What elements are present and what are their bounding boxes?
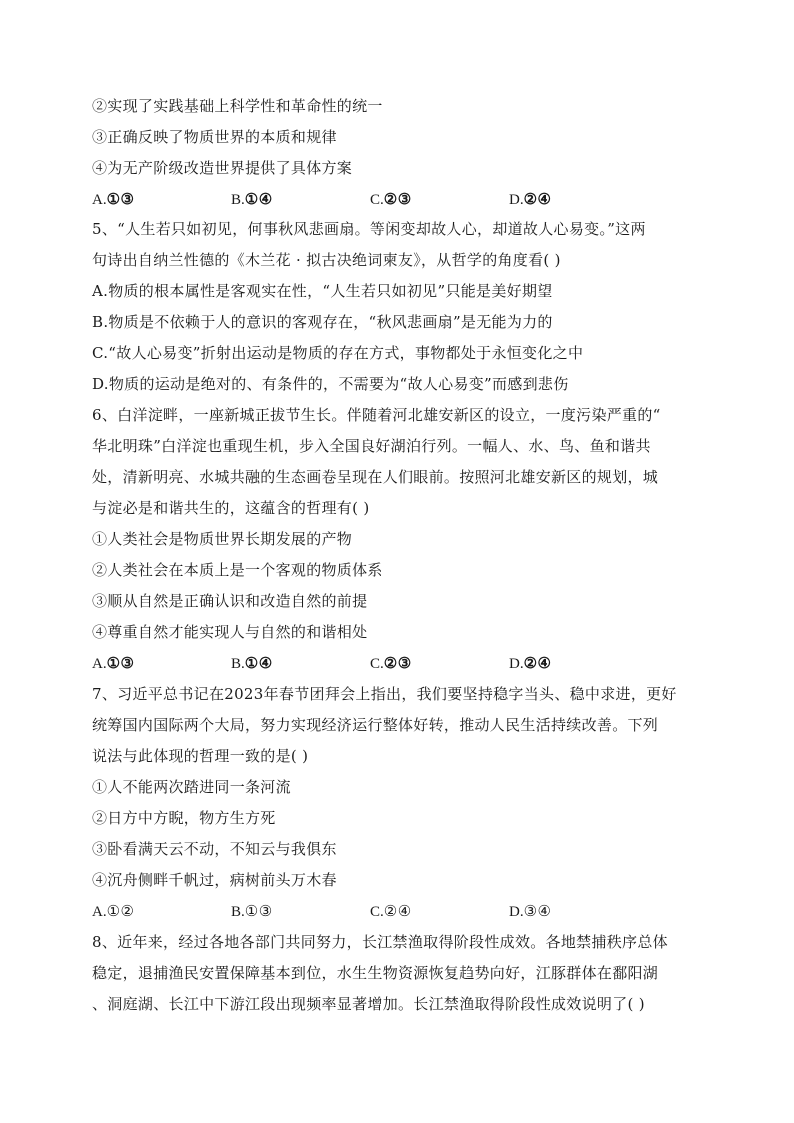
q6-option-d: D.②④	[509, 654, 552, 672]
q4-statement-2: ②实现了实践基础上科学性和革命性的统一	[92, 97, 383, 115]
q6-statement-1: ①人类社会是物质世界长期发展的产物	[92, 530, 353, 548]
q7-statement-1: ①人不能两次踏进同一条河流	[92, 778, 291, 796]
q7-option-d: D.③④	[509, 902, 552, 920]
q6-stem-line-1: 6、白洋淀畔，一座新城正拔节生长。伴随着河北雄安新区的设立，一度污染严重的“	[92, 406, 661, 424]
q4-option-b: B.①④	[231, 190, 273, 208]
q6-stem-line-4: 与淀必是和谐共生的，这蕴含的哲理有( )	[92, 499, 370, 517]
q8-stem-line-3: 、洞庭湖、长江中下游江段出现频率显著增加。长江禁渔取得阶段性成效说明了( )	[92, 995, 645, 1013]
q5-choice-a: A.物质的根本属性是客观实在性，“人生若只如初见”只能是美好期望	[92, 282, 553, 300]
q4-option-a: A.①③	[92, 190, 135, 208]
q4-options	[92, 189, 712, 209]
q6-statement-3: ③顺从自然是正确认识和改造自然的前提	[92, 592, 368, 610]
q6-stem-line-3: 处，清新明亮、水城共融的生态画卷呈现在人们眼前。按照河北雄安新区的规划，城	[92, 468, 659, 486]
q7-statement-2: ②日方中方睨，物方生方死	[92, 809, 276, 827]
q7-stem-line-2: 统筹国内国际两个大局，努力实现经济运行整体好转，推动人民生活持续改善。下列	[92, 716, 659, 734]
q4-option-d: D.②④	[509, 190, 552, 208]
q7-stem-line-1: 7、习近平总书记在2023年春节团拜会上指出，我们要坚持稳字当头、稳中求进，更好	[92, 685, 677, 703]
q7-statement-3: ③卧看满天云不动，不知云与我俱东	[92, 840, 337, 858]
q5-choice-c: C.“故人心易变”折射出运动是物质的存在方式，事物都处于永恒变化之中	[92, 344, 584, 362]
q8-stem-line-1: 8、近年来，经过各地各部门共同努力，长江禁渔取得阶段性成效。各地禁捕秩序总体	[92, 933, 668, 951]
q6-statement-4: ④尊重自然才能实现人与自然的和谐相处	[92, 623, 368, 641]
q7-stem-line-3: 说法与此体现的哲理一致的是( )	[92, 747, 309, 765]
q5-choice-b: B.物质是不依赖于人的意识的客观存在，“秋风悲画扇”是无能为力的	[92, 313, 553, 331]
q8-stem-line-2: 稳定，退捕渔民安置保障基本到位，水生生物资源恢复趋势向好，江豚群体在鄱阳湖	[92, 964, 659, 982]
q6-option-c: C.②③	[370, 654, 412, 672]
q6-statement-2: ②人类社会在本质上是一个客观的物质体系	[92, 561, 383, 579]
q6-stem-line-2: 华北明珠”白洋淀也重现生机，步入全国良好湖泊行列。一幅人、水、鸟、鱼和谐共	[92, 437, 651, 455]
q6-option-a: A.①③	[92, 654, 135, 672]
q6-options	[92, 653, 712, 673]
q6-option-b: B.①④	[231, 654, 273, 672]
q4-statement-3: ③正确反映了物质世界的本质和规律	[92, 128, 337, 146]
q7-option-b: B.①③	[231, 902, 273, 920]
q4-option-c: C.②③	[370, 190, 412, 208]
q7-statement-4: ④沉舟侧畔千帆过，病树前头万木春	[92, 871, 337, 889]
q5-stem-line-2: 句诗出自纳兰性德的《木兰花 · 拟古决绝词柬友》，从哲学的角度看( )	[92, 251, 561, 269]
q5-choice-d: D.物质的运动是绝对的、有条件的，不需要为“故人心易变”而感到悲伤	[92, 375, 569, 393]
q7-option-c: C.②④	[370, 902, 412, 920]
q4-statement-4: ④为无产阶级改造世界提供了具体方案	[92, 159, 353, 177]
q7-options	[92, 901, 712, 921]
q7-option-a: A.①②	[92, 902, 135, 920]
q5-stem-line-1: 5、“人生若只如初见，何事秋风悲画扇。等闲变却故人心，却道故人心易变。”这两	[92, 220, 646, 238]
